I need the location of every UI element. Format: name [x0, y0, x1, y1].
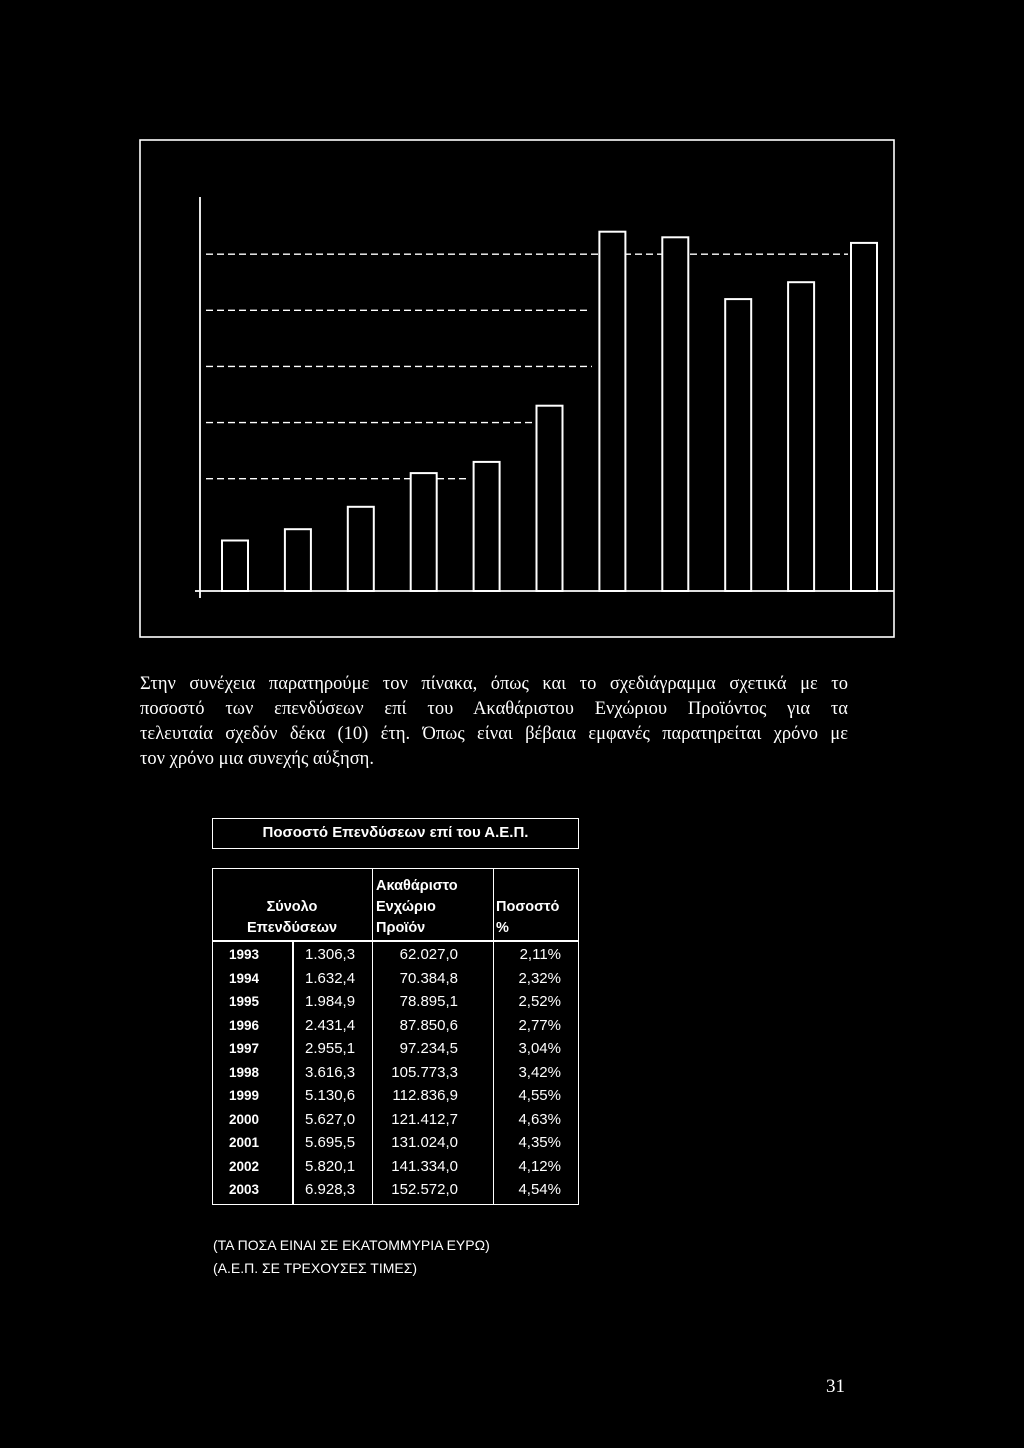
table-title: Ποσοστό Επενδύσεων επί του Α.Ε.Π.: [212, 818, 579, 849]
bar: [411, 473, 437, 591]
gdp-cell: 131.024,0: [391, 1134, 458, 1151]
header-divider: [213, 940, 578, 942]
year-cell: 1995: [229, 994, 260, 1009]
gdp-cell: 105.773,3: [391, 1063, 458, 1081]
table-row: [213, 967, 577, 991]
paragraph-line: ποσοστό των επενδύσεων επί του Ακαθάριστου Ενχώριου Προϊόντος για τα: [140, 699, 848, 719]
total-cell: 5.695,5: [305, 1134, 356, 1151]
table-row: [213, 943, 577, 967]
gdp-cell: 87.850,6: [399, 1016, 458, 1034]
paragraph-line: τελευταία σχεδόν δέκα (10) έτη. Όπως είναι βέβαια εμφανές παρατηρείται χρόνο με: [140, 724, 848, 744]
percent-cell: 2,11%: [519, 946, 561, 963]
bar: [662, 237, 688, 591]
bar: [599, 232, 625, 591]
table-row: [213, 1155, 577, 1179]
header-gdp-line: Ακαθάριστο: [376, 878, 458, 894]
bar: [537, 406, 563, 591]
year-cell: 1993: [229, 947, 260, 962]
percent-cell: 4,63%: [518, 1110, 561, 1128]
header-gdp-line: Προϊόν: [376, 920, 426, 936]
percent-cell: 4,12%: [518, 1157, 561, 1175]
total-cell: 1.984,9: [305, 993, 356, 1010]
header-percent: [496, 897, 559, 939]
gdp-cell: 78.895,1: [399, 993, 458, 1010]
bar: [348, 507, 374, 591]
bar: [788, 282, 814, 591]
percent-cell: 2,52%: [518, 993, 561, 1010]
total-cell: 5.130,6: [305, 1087, 356, 1104]
bar: [851, 243, 877, 591]
gdp-cell: 62.027,0: [399, 946, 458, 963]
percent-cell: 2,77%: [518, 1016, 561, 1034]
bar: [285, 529, 311, 591]
table-row: [213, 1084, 577, 1108]
total-cell: 5.820,1: [305, 1157, 356, 1175]
table-row: [213, 1131, 577, 1155]
header-gdp: [376, 876, 458, 939]
bar: [725, 299, 751, 591]
total-cell: 3.616,3: [305, 1063, 356, 1081]
bar: [222, 541, 248, 592]
investment-bar-chart: [0, 0, 1024, 660]
percent-cell: 4,35%: [518, 1134, 561, 1151]
table-row: [213, 1108, 577, 1132]
gdp-cell: 112.836,9: [392, 1087, 458, 1104]
year-cell: 2003: [229, 1182, 260, 1197]
footnote: (ΤΑ ΠΟΣΑ ΕΙΝΑΙ ΣΕ ΕΚΑΤΟΜΜΥΡΙΑ ΕΥΡΩ): [213, 1237, 490, 1253]
percent-cell: 4,55%: [518, 1087, 561, 1104]
gdp-cell: 97.234,5: [399, 1040, 458, 1057]
year-cell: 2002: [229, 1158, 260, 1174]
percent-cell: 3,42%: [518, 1063, 561, 1081]
body-paragraph: [140, 672, 848, 772]
table-row: [213, 990, 577, 1014]
year-cell: 1997: [229, 1041, 260, 1056]
header-percent-line: %: [496, 920, 509, 936]
header-total-line: Επενδύσεων: [246, 920, 338, 936]
gdp-cell: 121.412,7: [391, 1110, 458, 1128]
header-gdp-line: Ενχώριο: [376, 899, 436, 915]
table-row: [213, 1037, 577, 1061]
header-total: [213, 897, 371, 939]
bar: [474, 462, 500, 591]
total-cell: 1.306,3: [305, 946, 356, 963]
bars: [222, 232, 877, 591]
investment-table: [212, 868, 579, 1205]
gdp-cell: 141.334,0: [391, 1157, 458, 1175]
page-number: 31: [826, 1376, 845, 1397]
table-row: [213, 1014, 577, 1038]
year-cell: 2001: [229, 1135, 260, 1150]
percent-cell: 3,04%: [518, 1040, 561, 1057]
header-total-line: Σύνολο: [266, 899, 318, 915]
gdp-cell: 70.384,8: [399, 969, 458, 987]
total-cell: 1.632,4: [305, 969, 356, 987]
paragraph-line: τον χρόνο μια συνεχής αύξηση.: [140, 749, 374, 769]
header-percent-line: Ποσοστό: [496, 899, 560, 915]
footnote: (Α.Ε.Π. ΣΕ ΤΡΕΧΟΥΣΕΣ ΤΙΜΕΣ): [213, 1260, 418, 1276]
total-cell: 5.627,0: [305, 1110, 356, 1128]
percent-cell: 2,32%: [518, 969, 561, 987]
table-row: [213, 1061, 577, 1085]
percent-cell: 4,54%: [518, 1181, 561, 1198]
year-cell: 2000: [229, 1111, 260, 1127]
total-cell: 2.955,1: [305, 1040, 356, 1057]
total-cell: 6.928,3: [305, 1181, 356, 1198]
chart-frame: [140, 140, 894, 637]
table-row: [213, 1178, 577, 1202]
total-cell: 2.431,4: [305, 1016, 356, 1034]
year-cell: 1994: [229, 970, 260, 986]
table-body: [213, 943, 577, 1202]
paragraph-line: Στην συνέχεια παρατηρούμε τον πίνακα, όπως και το σχεδιάγραμμα σχετικά με το: [140, 674, 848, 694]
year-cell: 1998: [229, 1064, 260, 1080]
year-cell: 1996: [229, 1017, 260, 1033]
year-cell: 1999: [229, 1088, 260, 1103]
gdp-cell: 152.572,0: [391, 1181, 458, 1198]
